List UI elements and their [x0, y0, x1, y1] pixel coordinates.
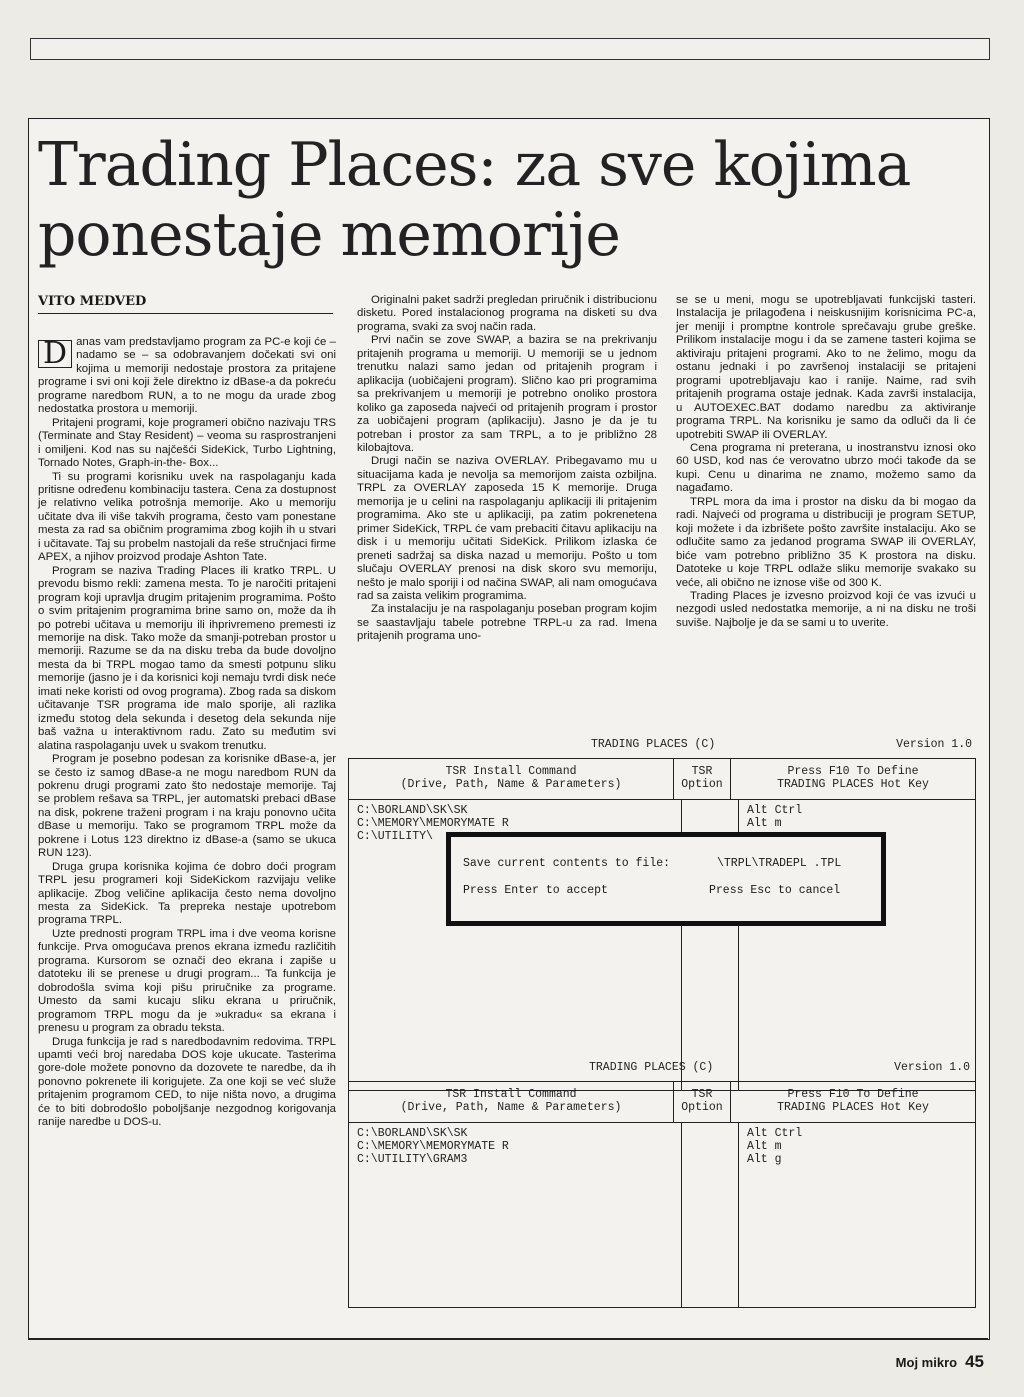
- cancel-hint: Press Esc to cancel: [709, 884, 841, 897]
- column-2: [357, 294, 657, 644]
- page-number: 45: [965, 1352, 984, 1371]
- tsr-table: [348, 1081, 976, 1308]
- headline-line-1: Trading Places: za sve kojima: [38, 130, 911, 200]
- hotkey-list: Alt Ctrl Alt m: [747, 804, 803, 830]
- save-filename: \TRPL\TRADEPL .TPL: [717, 857, 842, 870]
- author-byline: VITO MEDVED: [38, 294, 333, 314]
- column-header-command: TSR Install Command (Drive, Path, Name & Parameters): [349, 1082, 674, 1122]
- paragraph: Trading Places je izvesno proizvod koji će vas izvući u nezgodi usled nedostatka memorije, a ni na disku ne troši suviše. Najbolje je da se sami u to uverite.: [676, 589, 976, 629]
- paragraph: Za instalaciju je na raspolaganju poseban program kojim se saastavljaju tabele potrebne TRPL-u za rad. Imena pritajenih programa uno-: [357, 603, 657, 643]
- column-header-hotkey: Press F10 To Define TRADING PLACES Hot Key: [777, 1088, 929, 1114]
- paragraph: TRPL mora da ima i prostor na disku da bi mogao da radi. Najveći od programa u distribuciji je program SETUP, koji možete i da izbrišete pošto završite instalaciju. Ako se odlučite samo za jedanod programa SWAP ili OVERLAY, biće vam potrebno približno 35 K prostora na disku. Datoteke u koje TRPL odlaže sliku memorije svakako su veće, ali obično ne iznose više od 300 K.: [676, 495, 976, 589]
- drop-cap: D: [38, 340, 72, 368]
- column-1: [38, 336, 336, 1130]
- screen-title: TRADING PLACES (C): [591, 738, 716, 751]
- paragraph: Pritajeni programi, koje programeri obično nazivaju TRS (Terminate and Stay Resident) – veoma su rasprostranjeni i omiljeni. Kod nas su najčešći SideKick, Turbo Lightning, Tornado Notes, Graph-in-the- Box...: [38, 416, 336, 470]
- paragraph: Program je posebno podesan za korisnike dBase-a, jer se često iz samog dBase-a ne mogu naredbom RUN da pokrenu drugi programi zato što nedostaje memorije. Taj se problem rešava sa TRPL, jer automatski prebaci dBase na disk, pokrene traženi program i na kraju ponovno učita dBase u memoriju. Tako se programom TRPL može da pokrene i Lotus 123 direktno iz dBase-a (samo se ukuca RUN 123).: [38, 753, 336, 860]
- column-header-option: TSR Option: [674, 759, 731, 799]
- paragraph: Program se naziva Trading Places ili kratko TRPL. U prevodu bismo rekli: zamena mesta. To je naročiti pritajeni program koji upravlja drugim pritajenim programima. Pošto o svim pritajenim programima brine samo on, može da ih po potrebi učitava u memoriju ili ihprivremeno premesti iz memorije na disk. Tako može da smanji-potreban prostor u memoriji. Razume se da na disku treba da bude dovoljno mesta da bi TRPL mogao tamo da smesti potpunu sliku memorije (jasno je i da korisnici koji nemaju tvrdi disk neće imati neke koristi od ovog programa). Zbog rada sa diskom učitavanje TSR programa ide malo sporije, ali razlika između stotog dela sekunda i desetog dela sekunda nije baš važna u interaktivnom radu. Zato su međutim svi alatina raspolaganju uvek u svakom trenutku.: [38, 564, 336, 752]
- paragraph: Ti su programi korisniku uvek na raspolaganju kada pritisne određenu kombinaciju tastera. Cena za dostupnost je relativno velika potrošnja memorije. Ako u memoriju učitate dva ili više takvih programa, često vam ponestane mesta za rad sa običnim programima zbog kojih ih u stvari i učitavate. Taj su probelm nastojali da reše stručnjaci firme APEX, a njihov proizvod prodaje Ashton Tate.: [38, 470, 336, 564]
- accept-hint: Press Enter to accept: [463, 884, 608, 897]
- paragraph: Druga grupa korisnika kojima će dobro doći program TRPL jesu programeri koji SideKickom razvijaju velike aplikacije. Zbog veličine aplikacija često nema dovoljno mesta za SideKick. Ta prepreka nestaje upotrebom programa TRPL.: [38, 860, 336, 927]
- top-rule-box: [30, 38, 990, 60]
- magazine-name: Moj mikro: [895, 1355, 958, 1370]
- hotkey-list: Alt Ctrl Alt m Alt g: [747, 1127, 803, 1166]
- paragraph: D anas vam predstavljamo program za PC-e koji će – nadamo se – sa odobravanjem dočekati svi oni kojima u memoriji nedostaje prostora za pritajene programe i svi oni koji žele direktno iz dBase-a da pokreću programe naredbom RUN, a to ne mogu da urade zbog nedostatka prostora u memoriji.: [38, 336, 336, 416]
- column-header-option: TSR Option: [674, 1082, 731, 1122]
- page-footer: [896, 1352, 984, 1372]
- save-prompt: Save current contents to file:: [463, 857, 671, 870]
- paragraph: Drugi način se naziva OVERLAY. Pribegavamo mu u situacijama kada je nevolja sa memorijom zaista ozbiljna. TRPL za OVERLAY zaposeda 15 K memorije. Druga memorija je u celini na raspolaganju aplikaciji ili pritajenim programima. Ako ste u aplikaciji, pa zatim pokrenetena primer SideKick, TRPL će vam prebaciti čitavu aplikaciju na disk i u memoriju učitati SideKick. Prilikom izlaska će preneti sadržaj sa diska nazad u memoriju. Pošto u tom slučaju OVERLAY prenosi na disk skoro svu memoriju, nešto je malo sporiji i od načina SWAP, ali nam omogućava rad sa zaista velikim programima.: [357, 455, 657, 602]
- headline-line-2: ponestaje memorije: [38, 200, 620, 270]
- paragraph: Cena programa ni preterana, u inostranstvu iznosi oko 60 USD, kod nas će verovatno ubrzo moći takođe da se kupi. Cenu u dinarima ne znamo, možemo samo da nagađamo.: [676, 441, 976, 495]
- command-list: C:\BORLAND\SK\SK C:\MEMORY\MEMORYMATE R C:\UTILITY\GRAM3: [349, 1123, 682, 1307]
- paragraph: Originalni paket sadrži pregledan priručnik i distribucionu disketu. Pored instalacionog programa na disketi su dva programa, svaki za svoj način rada.: [357, 294, 657, 333]
- screen-version: Version 1.0: [896, 738, 972, 751]
- option-list: [682, 1123, 739, 1307]
- command-list: C:\BORLAND\SK\SK C:\MEMORY\MEMORYMATE R C:\UTILITY\: [349, 800, 682, 1090]
- paragraph: se se u meni, mogu se upotrebljavati funkcijski tasteri. Instalacija je prilagođena i neiskusnijim korisnicima PC-a, jer meniji i promptne kontrole sprečavaju grube greške. Prilikom instalacije mogu i da se zamene tasteri kojima se aktiviraju pritajeni programi. Ako to ne želimo, mogu da ostanu jednaki i po završenoj instalaciji se pritajeni programi upotrebljavaju kao i ranije. Naime, rad svih pritajenih programa ostaje jednak. Kada završi instalacija, u AUTOEXEC.BAT dodamo naredbu za aktiviranje programa TRPL. Na korisniku je samo da odluči da li će upotrebiti SWAP ili OVERLAY.: [676, 294, 976, 441]
- column-header-command: TSR Install Command (Drive, Path, Name & Parameters): [349, 759, 674, 799]
- paragraph: Prvi način se zove SWAP, a bazira se na prekrivanju pritajenih programa u memoriji. U memoriji se u jednom trenutku nalazi samo jedan od pritajenih program i aplikacija (uobičajeni program). Slično kao pri programima sa prekrivanjem u memoriji je potrebno onoliko prostora koliko ga zaposeda najveći od pritajenih program i prostor za uobičajeni program (aplikaciju). Jasno je da je tu potreban i prostor za sam TRPL, a to je približno 28 kilobajtova.: [357, 334, 657, 454]
- screen-version: Version 1.0: [894, 1061, 970, 1074]
- frame-bottom-rule: [28, 1338, 988, 1339]
- column-header-hotkey: Press F10 To Define TRADING PLACES Hot Key: [777, 765, 929, 791]
- paragraph: Uzte prednosti program TRPL ima i dve veoma korisne funkcije. Prva omogućava prenos ekrana između različitih programa. Kursorom se označi deo ekrana i zapiše u datoteku ili se prenese u drugi program... Ta funkcija je dobrodošla svima koji pišu priručnike za programe. Umesto da sami kucaju sliku ekrana u priručnik, programom TRPL mogu da je »ukradu« sa ekrana i prenesu u program za obradu teksta.: [38, 927, 336, 1035]
- save-dialog: [446, 832, 886, 926]
- screen-title: TRADING PLACES (C): [589, 1061, 714, 1074]
- article-headline: [38, 130, 978, 270]
- paragraph: Druga funkcija je rad s naredbodavnim redovima. TRPL upamti veći broj naredaba DOS koje ukucate. Tasterima gore-dole možete ponovno da dozovete te naredbe, da ih ponovno pokrenete ili korigujete. Za one koji se već služe pritajenim programom CED, to nije ništa novo, a drugima će to biti dobrodošlo poboljšanje nezgodnog korigovanja ranije naredbe u DOS-u.: [38, 1035, 336, 1129]
- column-3: [676, 294, 976, 630]
